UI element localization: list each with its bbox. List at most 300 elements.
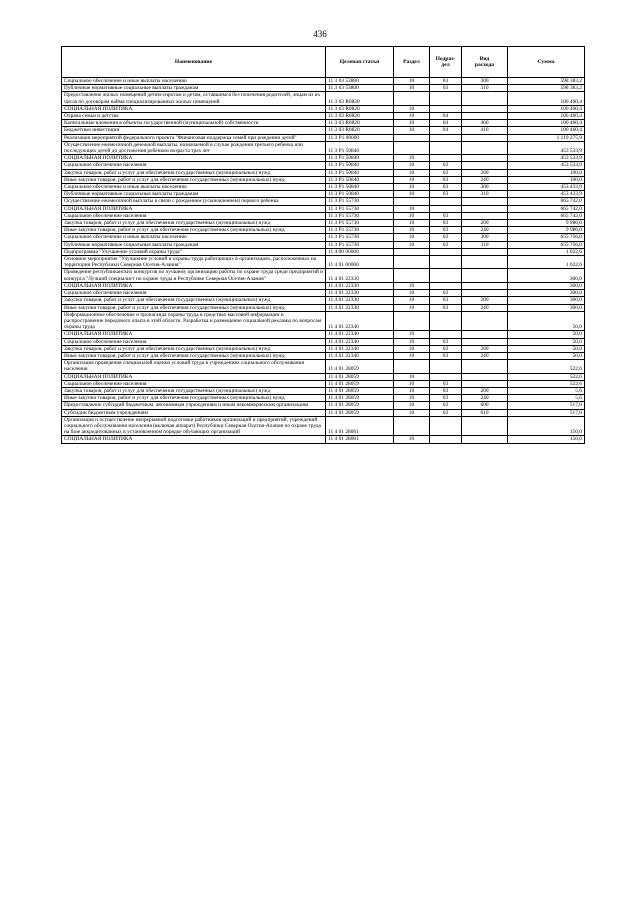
- row-name-cell: Социальное обеспечение населения: [62, 162, 326, 169]
- row-subsection-cell: 03: [430, 184, 462, 191]
- table-row: [62, 198, 585, 205]
- row-sum-cell: 50,0: [508, 311, 585, 331]
- row-section-cell: 10: [394, 345, 430, 352]
- table-row: [62, 256, 585, 269]
- row-target-item-cell: 11 3 03 R0820: [326, 120, 394, 127]
- row-expense-type-cell: 600: [462, 402, 508, 409]
- table-body: [62, 78, 585, 444]
- row-sum-cell: 300,0: [508, 282, 585, 289]
- table-row: [62, 409, 585, 416]
- row-target-item-cell: 11 3 03 R0820: [326, 127, 394, 134]
- row-subsection-cell: 03: [430, 304, 462, 311]
- row-section-cell: 10: [394, 113, 430, 120]
- row-name-cell: Информационное обеспечение и пропаганда охраны труда в средствах массовой информации и распространение передового опыта в этой области. Разработка и размещение социальной рекламы по вопросам охраны труда: [62, 311, 326, 331]
- row-expense-type-cell: [462, 141, 508, 154]
- row-name-cell: Осуществление ежемесячной денежной выплаты, назначаемой в случае рождения третьего ребенка или последующих детей до достижения ребенком возраста трех лет: [62, 141, 326, 154]
- row-name-cell: Осуществление ежемесячной выплаты в связи с рождением (усыновлением) первого ребенка: [62, 198, 326, 205]
- row-expense-type-cell: [462, 105, 508, 112]
- row-section-cell: 10: [394, 241, 430, 248]
- table-row: [62, 402, 585, 409]
- row-expense-type-cell: [462, 360, 508, 373]
- row-expense-type-cell: [462, 331, 508, 338]
- row-section-cell: 10: [394, 105, 430, 112]
- table-row: [62, 373, 585, 380]
- table-row: [62, 134, 585, 141]
- row-name-cell: Бюджетные инвестиции: [62, 127, 326, 134]
- row-section-cell: 10: [394, 282, 430, 289]
- row-sum-cell: 100 460,4: [508, 127, 585, 134]
- row-name-cell: СОЦИАЛЬНАЯ ПОЛИТИКА: [62, 155, 326, 162]
- row-sum-cell: 5,6: [508, 395, 585, 402]
- row-expense-type-cell: 300: [462, 78, 508, 85]
- table-row: [62, 227, 585, 234]
- row-subsection-cell: [430, 360, 462, 373]
- table-row: [62, 282, 585, 289]
- header-target-item: Целевая статья: [326, 47, 394, 78]
- row-name-cell: Закупка товаров, работ и услуг для обеспечения государственных (муниципальных) нужд: [62, 345, 326, 352]
- row-subsection-cell: 03: [430, 297, 462, 304]
- row-sum-cell: 1 022,6: [508, 248, 585, 255]
- row-name-cell: Социальное обеспечение населения: [62, 290, 326, 297]
- table-row: [62, 331, 585, 338]
- row-sum-cell: 300,0: [508, 269, 585, 282]
- row-name-cell: Социальное обеспечение населения: [62, 212, 326, 219]
- row-name-cell: Иные закупки товаров, работ и услуг для обеспечения государственных (муниципальных) нужд: [62, 352, 326, 359]
- row-expense-type-cell: [462, 269, 508, 282]
- table-row: [62, 113, 585, 120]
- row-sum-cell: 100 460,4: [508, 120, 585, 127]
- row-target-item-cell: 11 4 01 22340: [326, 352, 394, 359]
- row-section-cell: 10: [394, 331, 430, 338]
- row-sum-cell: 522,6: [508, 373, 585, 380]
- row-name-cell: Организация проведения специальной оценки условий труда в учреждениях социального обслуживания населения: [62, 360, 326, 373]
- table-row: [62, 212, 585, 219]
- row-sum-cell: 5,6: [508, 387, 585, 394]
- row-sum-cell: 50,0: [508, 345, 585, 352]
- row-name-cell: СОЦИАЛЬНАЯ ПОЛИТИКА: [62, 105, 326, 112]
- row-target-item-cell: 11 3 P1 55730: [326, 212, 394, 219]
- row-name-cell: Основное мероприятие "Улучшение условий и охраны труда работающих в организациях, расположенных на территории Республики Северная Осетия-Алания": [62, 256, 326, 269]
- table-row: [62, 387, 585, 394]
- row-expense-type-cell: 240: [462, 395, 508, 402]
- row-name-cell: Подпрограмма "Улучшение условий охраны труда": [62, 248, 326, 255]
- row-section-cell: 10: [394, 162, 430, 169]
- row-target-item-cell: 11 3 03 53800: [326, 85, 394, 92]
- row-target-item-cell: 11 4 01 22340: [326, 331, 394, 338]
- row-target-item-cell: 11 3 P1 50840: [326, 155, 394, 162]
- row-sum-cell: 50,0: [508, 352, 585, 359]
- row-target-item-cell: 11 4 01 22340: [326, 311, 394, 331]
- row-name-cell: СОЦИАЛЬНАЯ ПОЛИТИКА: [62, 436, 326, 443]
- row-subsection-cell: [430, 282, 462, 289]
- row-sum-cell: 598 383,2: [508, 78, 585, 85]
- row-expense-type-cell: [462, 373, 508, 380]
- row-subsection-cell: [430, 256, 462, 269]
- row-expense-type-cell: 300: [462, 234, 508, 241]
- row-sum-cell: 100,0: [508, 176, 585, 183]
- row-subsection-cell: 03: [430, 338, 462, 345]
- row-section-cell: 10: [394, 409, 430, 416]
- row-target-item-cell: 11 4 01 28059: [326, 360, 394, 373]
- row-sum-cell: 300,0: [508, 297, 585, 304]
- row-sum-cell: 100 460,4: [508, 113, 585, 120]
- row-expense-type-cell: 400: [462, 120, 508, 127]
- row-subsection-cell: 04: [430, 120, 462, 127]
- row-expense-type-cell: [462, 92, 508, 105]
- row-name-cell: Реализация мероприятий федерального проекта "Финансовая поддержка семей при рождении детей": [62, 134, 326, 141]
- row-subsection-cell: [430, 205, 462, 212]
- row-expense-type-cell: 610: [462, 409, 508, 416]
- table-row: [62, 416, 585, 436]
- row-subsection-cell: [430, 331, 462, 338]
- row-sum-cell: 665 742,0: [508, 205, 585, 212]
- row-sum-cell: 100 460,4: [508, 92, 585, 105]
- row-target-item-cell: 11 3 03 R0820: [326, 105, 394, 112]
- row-section-cell: [394, 198, 430, 205]
- row-expense-type-cell: 410: [462, 127, 508, 134]
- row-expense-type-cell: [462, 416, 508, 436]
- table-row: [62, 191, 585, 198]
- row-target-item-cell: 11 3 P1 55730: [326, 234, 394, 241]
- row-target-item-cell: 11 4 01 22330: [326, 297, 394, 304]
- table-row: [62, 338, 585, 345]
- row-subsection-cell: 04: [430, 113, 462, 120]
- table-row: [62, 345, 585, 352]
- row-target-item-cell: 11 3 P1 50840: [326, 191, 394, 198]
- row-expense-type-cell: [462, 338, 508, 345]
- row-expense-type-cell: 310: [462, 85, 508, 92]
- row-section-cell: 10: [394, 290, 430, 297]
- row-section-cell: 10: [394, 373, 430, 380]
- row-subsection-cell: 03: [430, 191, 462, 198]
- table-row: [62, 169, 585, 176]
- row-expense-type-cell: [462, 248, 508, 255]
- row-name-cell: Предоставление жилых помещений детям-сиротам и детям, оставшимся без попечения родителей, лицам из их числа по договорам найма специализированных жилых помещений: [62, 92, 326, 105]
- row-expense-type-cell: 310: [462, 241, 508, 248]
- row-expense-type-cell: 200: [462, 169, 508, 176]
- row-target-item-cell: 11 3 P1 50840: [326, 184, 394, 191]
- row-expense-type-cell: [462, 282, 508, 289]
- row-target-item-cell: 11 3 P1 55730: [326, 220, 394, 227]
- table-row: [62, 205, 585, 212]
- row-target-item-cell: 11 4 01 22330: [326, 269, 394, 282]
- row-expense-type-cell: 240: [462, 176, 508, 183]
- row-section-cell: 10: [394, 234, 430, 241]
- row-subsection-cell: 03: [430, 345, 462, 352]
- row-target-item-cell: 11 3 P1 55730: [326, 241, 394, 248]
- row-subsection-cell: 03: [430, 220, 462, 227]
- row-subsection-cell: 03: [430, 169, 462, 176]
- row-expense-type-cell: 200: [462, 220, 508, 227]
- table-row: [62, 105, 585, 112]
- row-target-item-cell: 11 3 P1 00000: [326, 134, 394, 141]
- row-expense-type-cell: [462, 212, 508, 219]
- row-sum-cell: 300,0: [508, 290, 585, 297]
- row-name-cell: Закупка товаров, работ и услуг для обеспечения государственных (муниципальных) нужд: [62, 297, 326, 304]
- row-section-cell: 10: [394, 85, 430, 92]
- row-target-item-cell: 11 4 00 00000: [326, 248, 394, 255]
- row-sum-cell: 453 533,9: [508, 162, 585, 169]
- row-subsection-cell: 03: [430, 380, 462, 387]
- row-target-item-cell: 11 3 P1 55730: [326, 198, 394, 205]
- row-expense-type-cell: [462, 380, 508, 387]
- row-subsection-cell: [430, 311, 462, 331]
- row-subsection-cell: 03: [430, 290, 462, 297]
- header-sum: Сумма: [508, 47, 585, 78]
- row-section-cell: 10: [394, 387, 430, 394]
- table-row: [62, 85, 585, 92]
- row-sum-cell: 598 383,2: [508, 85, 585, 92]
- row-target-item-cell: 11 4 01 22340: [326, 338, 394, 345]
- row-sum-cell: 453 433,9: [508, 184, 585, 191]
- row-section-cell: 10: [394, 155, 430, 162]
- row-sum-cell: 453 433,9: [508, 191, 585, 198]
- table-row: [62, 304, 585, 311]
- row-expense-type-cell: 310: [462, 191, 508, 198]
- row-expense-type-cell: [462, 162, 508, 169]
- header-subsection: [430, 47, 462, 78]
- row-subsection-cell: [430, 92, 462, 105]
- row-name-cell: Публичные нормативные социальные выплаты гражданам: [62, 85, 326, 92]
- row-section-cell: 10: [394, 402, 430, 409]
- row-subsection-cell: 03: [430, 234, 462, 241]
- row-expense-type-cell: 240: [462, 227, 508, 234]
- header-expense-type-label: Вид расхода: [474, 55, 495, 68]
- row-subsection-cell: 03: [430, 241, 462, 248]
- table-row: [62, 297, 585, 304]
- row-target-item-cell: 11 4 01 28059: [326, 395, 394, 402]
- table-row: [62, 155, 585, 162]
- row-target-item-cell: 11 4 01 28061: [326, 436, 394, 443]
- row-section-cell: 10: [394, 169, 430, 176]
- row-sum-cell: 100 460,4: [508, 105, 585, 112]
- row-sum-cell: 665 742,0: [508, 212, 585, 219]
- row-subsection-cell: 03: [430, 212, 462, 219]
- row-name-cell: Предоставление субсидий бюджетным, автономным учреждениям и иным некоммерческим организациям: [62, 402, 326, 409]
- row-expense-type-cell: [462, 134, 508, 141]
- row-section-cell: [394, 360, 430, 373]
- row-section-cell: [394, 311, 430, 331]
- table-row: [62, 248, 585, 255]
- row-expense-type-cell: 200: [462, 345, 508, 352]
- row-expense-type-cell: [462, 205, 508, 212]
- row-expense-type-cell: 200: [462, 387, 508, 394]
- row-target-item-cell: 11 4 01 28059: [326, 380, 394, 387]
- row-name-cell: Иные закупки товаров, работ и услуг для обеспечения государственных (муниципальных) нужд: [62, 176, 326, 183]
- row-subsection-cell: [430, 269, 462, 282]
- row-target-item-cell: 11 3 P1 55730: [326, 227, 394, 234]
- row-target-item-cell: 11 3 P1 50840: [326, 162, 394, 169]
- table-row: [62, 395, 585, 402]
- row-name-cell: Закупка товаров, работ и услуг для обеспечения государственных (муниципальных) нужд: [62, 387, 326, 394]
- row-name-cell: Публичные нормативные социальные выплаты гражданам: [62, 191, 326, 198]
- row-section-cell: 10: [394, 120, 430, 127]
- table-row: [62, 352, 585, 359]
- row-subsection-cell: [430, 436, 462, 443]
- table-row: [62, 380, 585, 387]
- row-name-cell: Капитальные вложения в объекты государственной (муниципальной) собственности: [62, 120, 326, 127]
- row-expense-type-cell: 300: [462, 184, 508, 191]
- row-sum-cell: 150,0: [508, 436, 585, 443]
- table-row: [62, 241, 585, 248]
- row-section-cell: 10: [394, 297, 430, 304]
- row-expense-type-cell: [462, 256, 508, 269]
- row-target-item-cell: 11 3 03 53800: [326, 78, 394, 85]
- row-subsection-cell: 03: [430, 162, 462, 169]
- row-subsection-cell: [430, 373, 462, 380]
- row-subsection-cell: 03: [430, 352, 462, 359]
- row-target-item-cell: 11 4 01 28059: [326, 402, 394, 409]
- row-section-cell: 10: [394, 304, 430, 311]
- row-target-item-cell: 11 4 01 28059: [326, 373, 394, 380]
- row-sum-cell: 300,0: [508, 304, 585, 311]
- row-expense-type-cell: 240: [462, 304, 508, 311]
- row-expense-type-cell: [462, 311, 508, 331]
- row-section-cell: 10: [394, 227, 430, 234]
- row-name-cell: СОЦИАЛЬНАЯ ПОЛИТИКА: [62, 205, 326, 212]
- row-expense-type-cell: [462, 436, 508, 443]
- row-subsection-cell: 03: [430, 227, 462, 234]
- header-subsection-label: Подраз- дел: [435, 55, 456, 68]
- row-target-item-cell: 11 3 P1 50840: [326, 169, 394, 176]
- table-row: [62, 311, 585, 331]
- header-name: Наименование: [62, 47, 326, 78]
- row-subsection-cell: 04: [430, 127, 462, 134]
- row-sum-cell: 100,0: [508, 169, 585, 176]
- row-name-cell: Иные закупки товаров, работ и услуг для обеспечения государственных (муниципальных) нужд: [62, 395, 326, 402]
- row-sum-cell: 522,6: [508, 380, 585, 387]
- page-number: 436: [313, 29, 327, 39]
- row-expense-type-cell: [462, 155, 508, 162]
- row-subsection-cell: 03: [430, 402, 462, 409]
- row-section-cell: 10: [394, 395, 430, 402]
- row-section-cell: [394, 256, 430, 269]
- row-name-cell: Иные закупки товаров, работ и услуг для обеспечения государственных (муниципальных) нужд: [62, 227, 326, 234]
- row-target-item-cell: 11 4 01 22340: [326, 345, 394, 352]
- row-expense-type-cell: [462, 198, 508, 205]
- row-name-cell: Социальное обеспечение и иные выплаты населению: [62, 184, 326, 191]
- row-section-cell: 10: [394, 436, 430, 443]
- row-sum-cell: 150,0: [508, 416, 585, 436]
- table-row: [62, 141, 585, 154]
- row-name-cell: СОЦИАЛЬНАЯ ПОЛИТИКА: [62, 282, 326, 289]
- row-section-cell: [394, 92, 430, 105]
- row-section-cell: [394, 248, 430, 255]
- row-expense-type-cell: 200: [462, 297, 508, 304]
- row-name-cell: Социальное обеспечение населения: [62, 338, 326, 345]
- row-name-cell: Проведение республиканских конкурсов по лучшему организацию работы по охране труда среди предприятий и конкурса "Лучший специалист по охране труда в Республике Северная Осетия-Алания": [62, 269, 326, 282]
- row-target-item-cell: 11 3 03 R0820: [326, 92, 394, 105]
- row-section-cell: 10: [394, 78, 430, 85]
- table-row: [62, 220, 585, 227]
- row-section-cell: 10: [394, 380, 430, 387]
- row-subsection-cell: 03: [430, 395, 462, 402]
- row-sum-cell: 517,0: [508, 409, 585, 416]
- row-section-cell: 10: [394, 220, 430, 227]
- row-subsection-cell: [430, 155, 462, 162]
- table-row: [62, 176, 585, 183]
- row-name-cell: Иные закупки товаров, работ и услуг для обеспечения государственных (муниципальных) нужд: [62, 304, 326, 311]
- row-sum-cell: 1 119 275,9: [508, 134, 585, 141]
- row-section-cell: 10: [394, 205, 430, 212]
- row-sum-cell: 517,0: [508, 402, 585, 409]
- row-sum-cell: 655 756,0: [508, 241, 585, 248]
- row-subsection-cell: [430, 134, 462, 141]
- row-sum-cell: 1 022,6: [508, 256, 585, 269]
- row-target-item-cell: 11 4 01 28059: [326, 409, 394, 416]
- budget-table: [61, 46, 585, 444]
- row-section-cell: [394, 141, 430, 154]
- table-row: [62, 269, 585, 282]
- row-subsection-cell: 03: [430, 85, 462, 92]
- row-name-cell: Публичные нормативные социальные выплаты гражданам: [62, 241, 326, 248]
- row-subsection-cell: 03: [430, 176, 462, 183]
- row-section-cell: 10: [394, 352, 430, 359]
- row-name-cell: Организация и осуществление непрерывной подготовки работников организаций и предприятий, учреждений социального обслуживания населения (включая аппарат) Республики Северная Осетия-Алания по охране труда на базе аккредитованных в установленном порядке обучающих организаций: [62, 416, 326, 436]
- row-target-item-cell: 11 4 01 22330: [326, 290, 394, 297]
- row-name-cell: СОЦИАЛЬНАЯ ПОЛИТИКА: [62, 331, 326, 338]
- row-subsection-cell: [430, 105, 462, 112]
- row-target-item-cell: 11 4 01 22330: [326, 282, 394, 289]
- row-name-cell: Социальное обеспечение населения: [62, 380, 326, 387]
- table-header-row: [62, 47, 585, 78]
- row-section-cell: 10: [394, 176, 430, 183]
- row-subsection-cell: [430, 198, 462, 205]
- row-subsection-cell: [430, 248, 462, 255]
- row-target-item-cell: 11 3 P1 50840: [326, 141, 394, 154]
- row-section-cell: 10: [394, 191, 430, 198]
- row-name-cell: Субсидии бюджетным учреждениям: [62, 409, 326, 416]
- row-sum-cell: 453 533,9: [508, 141, 585, 154]
- row-expense-type-cell: 240: [462, 352, 508, 359]
- row-target-item-cell: 11 3 P1 50840: [326, 176, 394, 183]
- row-section-cell: [394, 134, 430, 141]
- row-section-cell: 10: [394, 127, 430, 134]
- row-sum-cell: 522,6: [508, 360, 585, 373]
- row-target-item-cell: 11 3 03 R0820: [326, 113, 394, 120]
- row-subsection-cell: 03: [430, 78, 462, 85]
- row-subsection-cell: [430, 141, 462, 154]
- table-row: [62, 162, 585, 169]
- row-name-cell: Охрана семьи и детства: [62, 113, 326, 120]
- row-subsection-cell: [430, 416, 462, 436]
- header-expense-type: [462, 47, 508, 78]
- row-target-item-cell: 11 4 01 22330: [326, 304, 394, 311]
- row-sum-cell: 50,0: [508, 331, 585, 338]
- row-expense-type-cell: [462, 113, 508, 120]
- row-section-cell: [394, 416, 430, 436]
- row-target-item-cell: 11 4 01 28059: [326, 387, 394, 394]
- row-sum-cell: 453 533,9: [508, 155, 585, 162]
- table-row: [62, 436, 585, 443]
- row-name-cell: Социальное обеспечение и иные выплаты населению: [62, 78, 326, 85]
- row-subsection-cell: 03: [430, 387, 462, 394]
- row-subsection-cell: 03: [430, 409, 462, 416]
- table-row: [62, 120, 585, 127]
- table-row: [62, 184, 585, 191]
- table-row: [62, 92, 585, 105]
- row-section-cell: [394, 269, 430, 282]
- row-target-item-cell: 11 4 01 28061: [326, 416, 394, 436]
- row-name-cell: Закупка товаров, работ и услуг для обеспечения государственных (муниципальных) нужд: [62, 220, 326, 227]
- table-row: [62, 234, 585, 241]
- row-target-item-cell: 11 3 P1 55730: [326, 205, 394, 212]
- row-name-cell: Закупка товаров, работ и услуг для обеспечения государственных (муниципальных) нужд: [62, 169, 326, 176]
- row-sum-cell: 9 986,0: [508, 227, 585, 234]
- table-row: [62, 78, 585, 85]
- row-sum-cell: 50,0: [508, 338, 585, 345]
- row-section-cell: 10: [394, 184, 430, 191]
